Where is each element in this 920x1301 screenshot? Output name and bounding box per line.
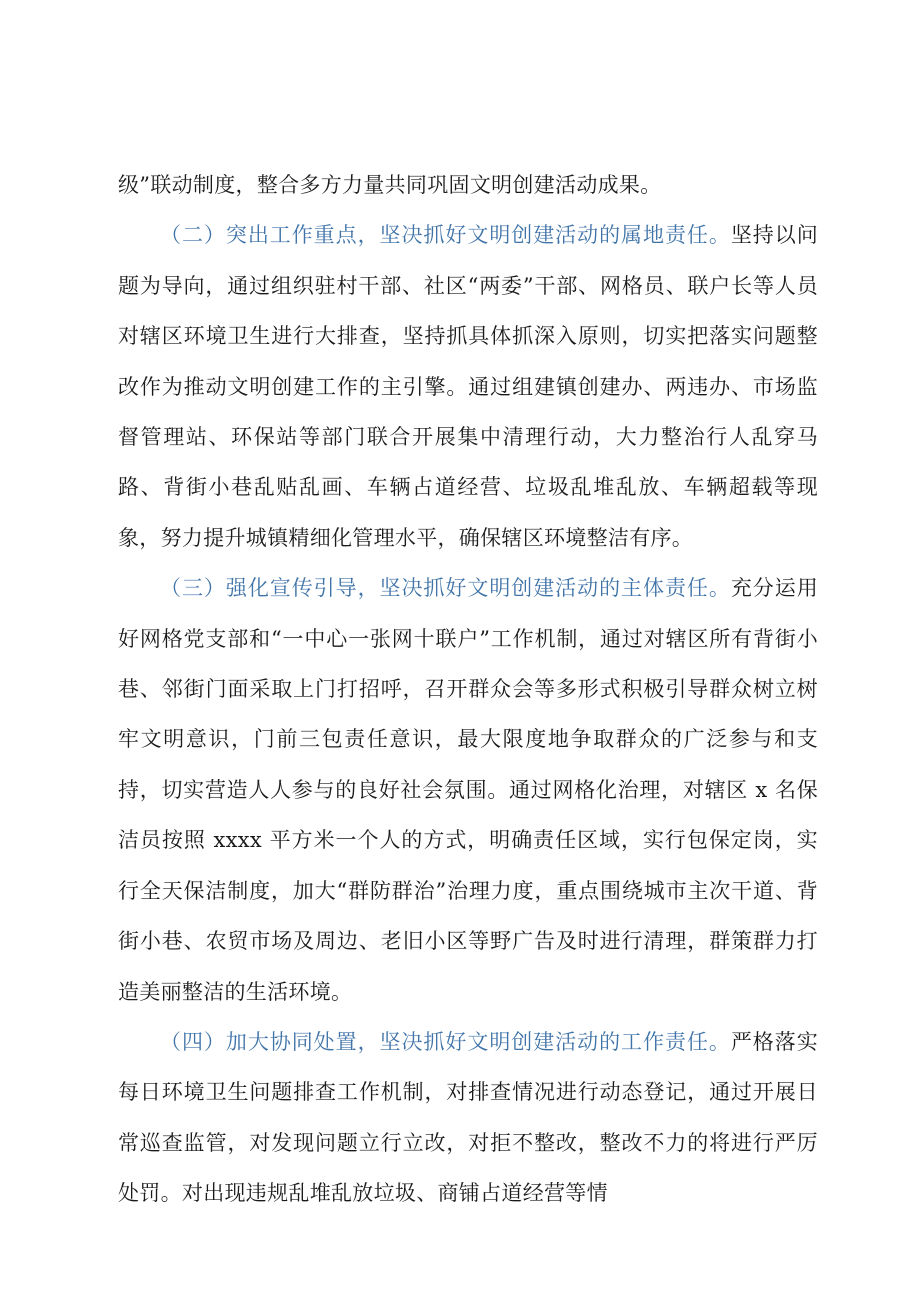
section-heading-3: （三）强化宣传引导，坚决抓好文明创建活动的主体责任。 [160,576,731,601]
paragraph-section-2 [118,210,818,563]
paragraph-section-4 [118,1017,818,1219]
paragraph-continuation [118,160,818,210]
paragraph-text: 级”联动制度，整合多方力量共同巩固文明创建活动成果。 [118,173,662,197]
section-heading-2: （二）突出工作重点，坚决抓好文明创建活动的属地责任。 [160,223,731,248]
document-body [118,160,818,1219]
section-heading-4: （四）加大协同处置，坚决抓好文明创建活动的工作责任。 [160,1029,731,1054]
paragraph-text: 严格落实每日环境卫生问题排查工作机制，对排查情况进行动态登记，通过开展日常巡查监管，对发现问题立行立改，对拒不整改，整改不力的将进行严厉处罚。对出现违规乱堆乱放垃圾、商铺占道经营等情 [118,1029,818,1206]
paragraph-text: 充分运用好网格党支部和“一中心一张网十联户”工作机制，通过对辖区所有背街小巷、邻街门面采取上门打招呼，召开群众会等多形式积极引导群众树立树牢文明意识，门前三包责任意识，最大限度地争取群众的广泛参与和支持，切实营造人人参与的良好社会氛围。通过网格化治理，对辖区 x 名保洁员按照 xxxx 平方米一个人的方式，明确责任区域，实行包保定岗，实行全天保洁制度，加大“群防群治”治理力度，重点围绕城市主次干道、背街小巷、农贸市场及周边、老旧小区等野广告及时进行清理，群策群力打造美丽整洁的生活环境。 [118,576,818,1004]
paragraph-section-3 [118,563,818,1017]
paragraph-text: 坚持以问题为导向，通过组织驻村干部、社区“两委”干部、网格员、联户长等人员对辖区环境卫生进行大排查，坚持抓具体抓深入原则，切实把落实问题整改作为推动文明创建工作的主引擎。通过组建镇创建办、两违办、市场监督管理站、环保站等部门联合开展集中清理行动，大力整治行人乱穿马路、背街小巷乱贴乱画、车辆占道经营、垃圾乱堆乱放、车辆超载等现象，努力提升城镇精细化管理水平，确保辖区环境整洁有序。 [118,223,818,550]
